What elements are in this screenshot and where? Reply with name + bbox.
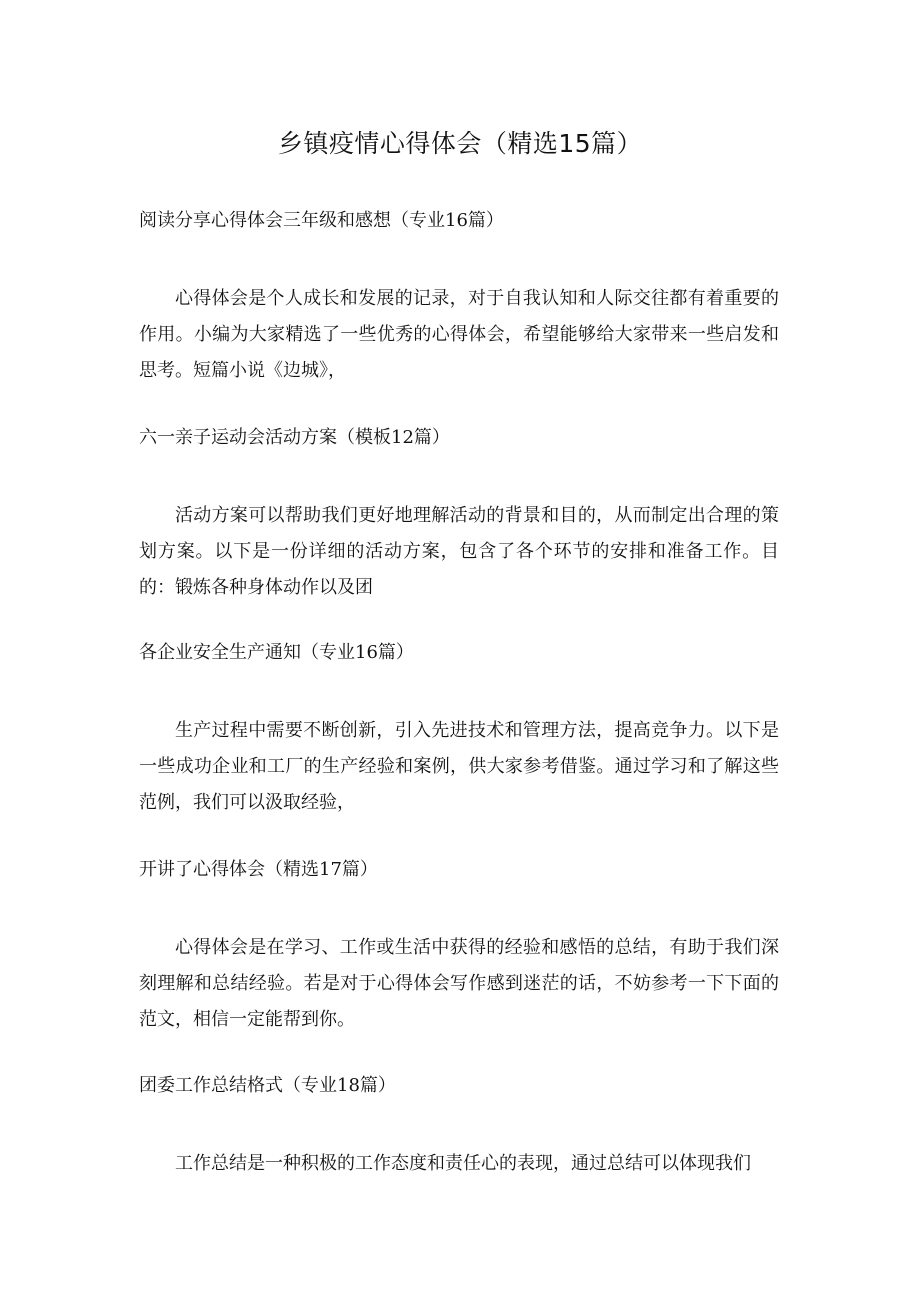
article-heading: 阅读分享心得体会三年级和感想（专业16篇） — [139, 210, 504, 231]
document-title: 乡镇疫情心得体会（精选15篇） — [277, 129, 643, 158]
article-heading: 开讲了心得体会（精选17篇） — [139, 859, 378, 880]
article-heading: 六一亲子运动会活动方案（模板12篇） — [139, 427, 450, 448]
article-section — [139, 639, 779, 821]
article-summary: 心得体会是个人成长和发展的记录，对于自我认知和人际交往都有着重要的作用。小编为大家精选了一些优秀的心得体会，希望能够给大家带来一些启发和思考。短篇小说《边城》， — [139, 288, 779, 381]
article-summary: 活动方案可以帮助我们更好地理解活动的背景和目的，从而制定出合理的策划方案。以下是一份详细的活动方案，包含了各个环节的安排和准备工作。目的：锻炼各种身体动作以及团 — [139, 505, 779, 598]
article-section — [139, 856, 779, 1038]
article-heading: 各企业安全生产通知（专业16篇） — [139, 642, 414, 663]
article-summary: 生产过程中需要不断创新，引入先进技术和管理方法，提高竞争力。以下是一些成功企业和工厂的生产经验和案例，供大家参考借鉴。通过学习和了解这些范例，我们可以汲取经验， — [139, 720, 779, 813]
article-summary: 工作总结是一种积极的工作态度和责任心的表现，通过总结可以体现我们 — [175, 1153, 751, 1174]
article-summary: 心得体会是在学习、工作或生活中获得的经验和感悟的总结，有助于我们深刻理解和总结经验。若是对于心得体会写作感到迷茫的话，不妨参考一下下面的范文，相信一定能帮到你。 — [139, 937, 779, 1030]
article-section — [139, 207, 779, 389]
article-section — [139, 1072, 779, 1182]
article-section — [139, 424, 779, 606]
article-heading: 团委工作总结格式（专业18篇） — [139, 1075, 396, 1096]
